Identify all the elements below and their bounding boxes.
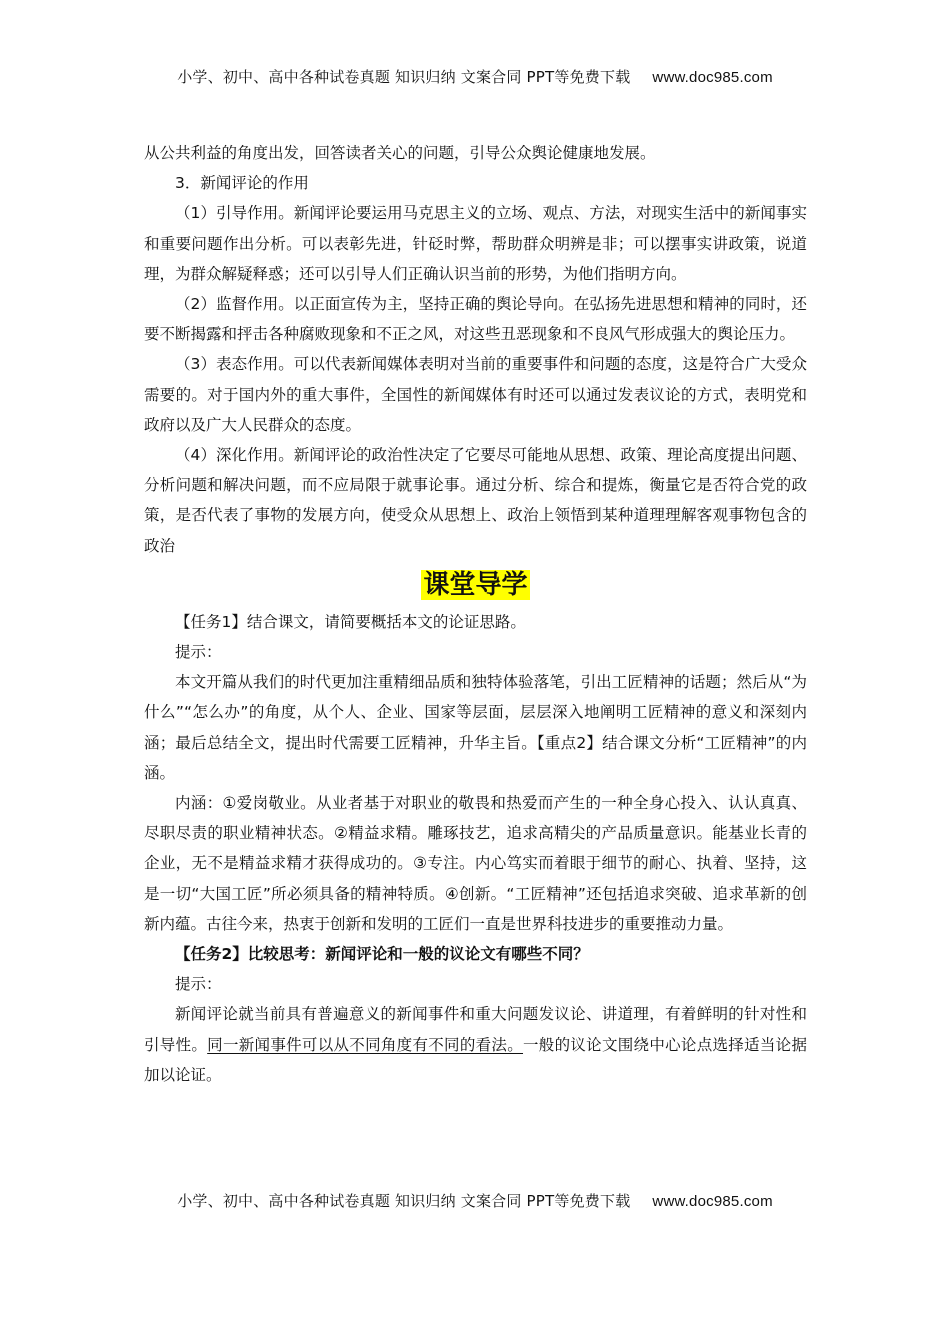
task1-question: 【任务1】结合课文，请简要概括本文的论证思路。	[175, 612, 526, 631]
header-url[interactable]: www.doc985.com	[652, 69, 773, 86]
section-title	[144, 565, 807, 605]
paragraph-intro: 从公共利益的角度出发，回答读者关心的问题，引导公众舆论健康地发展。	[144, 144, 656, 162]
task2-answer-underlined: 同一新闻事件可以从不同角度有不同的看法。	[207, 1035, 524, 1054]
task2-answer	[144, 999, 807, 1090]
task2-answer-part1: 新闻评论就当前具有普遍意义的新闻事件和重大问题发议论、讲道理，有着鲜明的针对性和引导性。	[144, 1005, 807, 1054]
subheading-role: 3．新闻评论的作用	[175, 174, 309, 193]
paragraph-stance: （3）表态作用。可以代表新闻媒体表明对当前的重要事件和问题的态度，这是符合广大受众需要的。对于国内外的重大事件，全国性的新闻媒体有时还可以通过发表议论的方式，表明党和政府以及广大人民群众的态度。	[144, 355, 807, 434]
section-title-text: 课堂导学	[423, 569, 528, 600]
task1-connotation: 内涵：①爱岗敬业。从业者基于对职业的敬畏和热爱而产生的一种全身心投入、认认真真、尽职尽责的职业精神状态。②精益求精。雕琢技艺，追求高精尖的产品质量意识。能基业长青的企业，无不是精益求精才获得成功的。③专注。内心笃实而着眼于细节的耐心、执着、坚持，这是一切“大国工匠”所必须具备的精神特质。④创新。“工匠精神”还包括追求突破、追求革新的创新内蕴。古往今来，热衷于创新和发明的工匠们一直是世界科技进步的重要推动力量。	[144, 794, 807, 933]
task1-hint: 提示：	[175, 643, 222, 662]
paragraph-deepening: （4）深化作用。新闻评论的政治性决定了它要尽可能地从思想、政策、理论高度提出问题、分析问题和解决问题，而不应局限于就事论事。通过分析、综合和提炼，衡量它是否符合党的政策，是否代表了事物的发展方向，使受众从思想上、政治上领悟到某种道理理解客观事物包含的政治	[144, 446, 807, 555]
task1-answer: 本文开篇从我们的时代更加注重精细品质和独特体验落笔，引出工匠精神的话题；然后从“为什么”“怎么办”的角度，从个人、企业、国家等层面，层层深入地阐明工匠精神的意义和深刻内涵；最后总结全文，提出时代需要工匠精神，升华主旨。【重点2】结合课文分析“工匠精神”的内涵。	[144, 673, 807, 782]
page-footer	[0, 1190, 950, 1211]
task2-answer-part2: 一般的议论文围绕中心论点选择适当论据加以论证。	[144, 1035, 807, 1084]
page-header	[0, 66, 950, 87]
paragraph-guidance: （1）引导作用。新闻评论要运用马克思主义的立场、观点、方法，对现实生活中的新闻事实和重要问题作出分析。可以表彰先进，针砭时弊，帮助群众明辨是非；可以摆事实讲政策，说道理，为群众解疑释惑；还可以引导人们正确认识当前的形势，为他们指明方向。	[144, 204, 807, 283]
paragraph-supervision: （2）监督作用。以正面宣传为主，坚持正确的舆论导向。在弘扬先进思想和精神的同时，还要不断揭露和抨击各种腐败现象和不正之风，对这些丑恶现象和不良风气形成强大的舆论压力。	[144, 295, 807, 344]
document-body	[144, 138, 807, 1090]
footer-text: 小学、初中、高中各种试卷真题 知识归纳 文案合同 PPT等免费下载	[177, 1192, 631, 1210]
task2-hint: 提示：	[175, 975, 222, 994]
footer-url[interactable]: www.doc985.com	[652, 1193, 773, 1210]
header-text: 小学、初中、高中各种试卷真题 知识归纳 文案合同 PPT等免费下载	[177, 68, 631, 86]
task2-question: 【任务2】比较思考：新闻评论和一般的议论文有哪些不同？	[175, 945, 589, 964]
